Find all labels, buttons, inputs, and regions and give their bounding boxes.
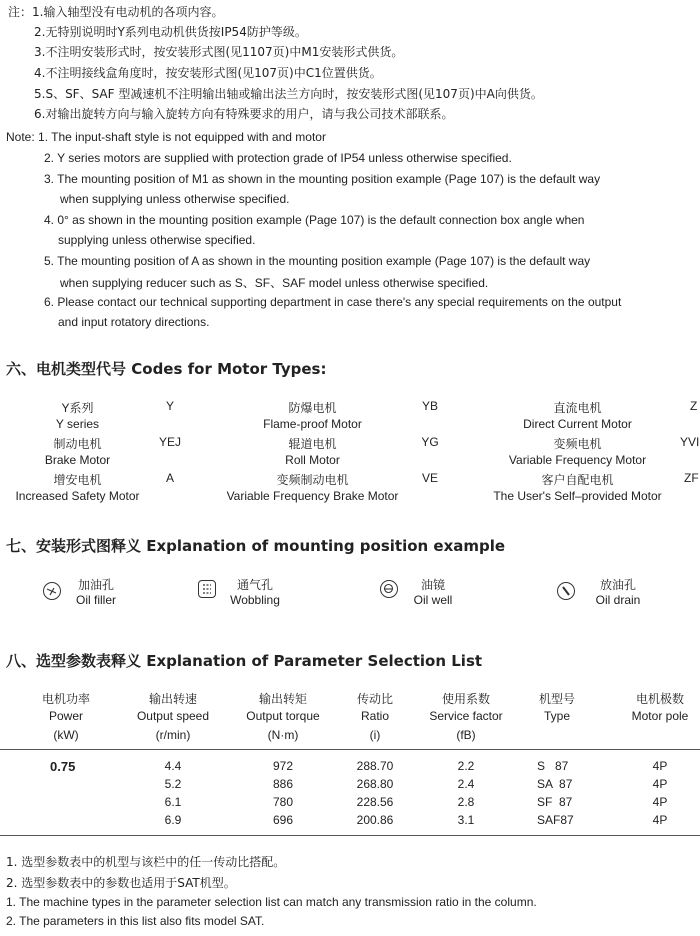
note-cn-4: 4.不注明接线盒角度时，按安装形式图(见107页)中C1位置供货。	[34, 66, 382, 80]
motor-en: Flame-proof Motor	[263, 417, 362, 431]
cell-ratio: 228.56	[356, 795, 394, 809]
oil-sight-glass-icon	[380, 580, 398, 598]
cell-pole: 4P	[652, 795, 668, 809]
motor-cn: 增安电机	[53, 473, 102, 487]
header-cn: 输出转速	[148, 692, 197, 706]
section-8-heading	[6, 650, 482, 671]
section-8-title-cn: 八、选型参数表释义	[6, 652, 142, 670]
breather-icon	[198, 580, 216, 598]
motor-cn: 防爆电机	[288, 401, 337, 415]
header-unit: (r/min)	[155, 728, 191, 742]
section-6-title-en: Codes for Motor Types:	[131, 360, 327, 378]
cell-type: S 87	[537, 759, 569, 773]
header-en: Motor pole	[631, 709, 689, 723]
motor-code: YVI	[680, 435, 700, 449]
motor-code: Z	[690, 399, 698, 413]
motor-cn: 变频电机	[553, 437, 602, 451]
legend-label-cn: 通气孔	[236, 578, 273, 592]
cell-pole: 4P	[652, 813, 668, 827]
cell-speed: 6.1	[164, 795, 182, 809]
motor-cn: 辊道电机	[288, 437, 337, 451]
cell-type: SA 87	[537, 777, 573, 791]
header-cn: 使用系数	[441, 692, 490, 706]
header-en: Power	[48, 709, 83, 723]
header-en: Ratio	[360, 709, 389, 723]
note-en-5b: when supplying reducer such as S、SF、SAF model unless otherwise specified.	[60, 276, 489, 290]
motor-code: YG	[421, 435, 439, 449]
motor-cn: 客户自配电机	[541, 473, 614, 487]
note-cn-1: 注：1.输入轴型没有电动机的各项内容。	[8, 5, 224, 19]
note-en-5a: 5. The mounting position of A as shown in the mounting position example (Page 107) is the default way	[44, 254, 591, 268]
note-en-3a: 3. The mounting position of M1 as shown in the mounting position example (Page 107) is the default way	[44, 172, 601, 186]
legend-label-en: Oil drain	[595, 593, 641, 607]
footnote-en-2: 2. The parameters in this list also fits model SAT.	[6, 914, 265, 928]
note-en-4b: supplying unless otherwise specified.	[58, 233, 256, 247]
cell-fb: 2.4	[457, 777, 475, 791]
motor-code: VE	[421, 471, 438, 485]
motor-en: Direct Current Motor	[523, 417, 632, 431]
footnote-cn-1: 1. 选型参数表中的机型与该栏中的任一传动比搭配。	[6, 855, 286, 869]
note-en-4a: 4. 0° as shown in the mounting position example (Page 107) is the default connection box angle when	[44, 213, 585, 227]
section-7-title-en: Explanation of mounting position example	[146, 537, 506, 555]
cell-ratio: 268.80	[356, 777, 394, 791]
note-cn-3: 3.不注明安装形式时，按安装形式图(见1107页)中M1安装形式供货。	[34, 45, 404, 59]
cell-ratio: 288.70	[356, 759, 394, 773]
header-cn: 机型号	[538, 692, 575, 706]
legend-label-en: Oil well	[413, 593, 453, 607]
cell-fb: 3.1	[457, 813, 475, 827]
cell-type: SAF87	[537, 813, 574, 827]
legend-label-cn: 放油孔	[599, 578, 636, 592]
cell-pole: 4P	[652, 759, 668, 773]
header-cn: 电机功率	[41, 692, 90, 706]
motor-cn: 变频制动电机	[276, 473, 349, 487]
header-unit: (fB)	[456, 728, 476, 742]
motor-en: The User's Self–provided Motor	[493, 489, 662, 503]
header-en: Output torque	[246, 709, 320, 723]
oil-drain-icon	[557, 582, 575, 600]
section-6-heading	[6, 358, 326, 379]
legend-label-cn: 油镜	[420, 578, 445, 592]
legend-label-cn: 加油孔	[77, 578, 114, 592]
motor-cn: 直流电机	[553, 401, 602, 415]
header-unit: (N·m)	[267, 728, 299, 742]
motor-en: Increased Safety Motor	[15, 489, 140, 503]
motor-code: Y	[165, 399, 174, 413]
header-unit: (kW)	[53, 728, 79, 742]
note-en-6b: and input rotatory directions.	[58, 315, 210, 329]
cell-fb: 2.8	[457, 795, 475, 809]
section-7-heading	[6, 535, 505, 556]
motor-code: YEJ	[158, 435, 181, 449]
cell-torque: 886	[272, 777, 294, 791]
note-en-6a: 6. Please contact our technical supporting department in case there's any special requirements on the output	[44, 295, 622, 309]
header-en: Output speed	[136, 709, 210, 723]
section-8-title-en: Explanation of Parameter Selection List	[146, 652, 483, 670]
cell-speed: 4.4	[164, 759, 182, 773]
header-cn: 输出转矩	[258, 692, 307, 706]
cell-type: SF 87	[537, 795, 573, 809]
power-value: 0.75	[50, 759, 76, 774]
section-6-title-cn: 六、电机类型代号	[6, 360, 127, 378]
header-cn: 传动比	[356, 692, 393, 706]
cell-ratio: 200.86	[356, 813, 394, 827]
cell-torque: 696	[272, 813, 294, 827]
note-cn-2: 2.无特别说明时Y系列电动机供货按IP54防护等级。	[34, 25, 307, 39]
cell-fb: 2.2	[457, 759, 475, 773]
legend-label-en: Oil filler	[75, 593, 116, 607]
motor-en: Variable Frequency Motor	[508, 453, 647, 467]
motor-cn: 制动电机	[53, 437, 102, 451]
oil-filler-icon	[43, 582, 61, 600]
cell-torque: 972	[272, 759, 294, 773]
cell-pole: 4P	[652, 777, 668, 791]
header-en: Type	[543, 709, 570, 723]
motor-en: Y series	[55, 417, 100, 431]
note-en-3b: when supplying unless otherwise specified.	[60, 192, 290, 206]
cell-speed: 5.2	[164, 777, 182, 791]
section-7-title-cn: 七、安装形式图释义	[6, 537, 142, 555]
header-unit: (i)	[369, 728, 381, 742]
motor-code: ZF	[684, 471, 699, 485]
note-en-2: 2. Y series motors are supplied with protection grade of IP54 unless otherwise specified.	[44, 151, 512, 165]
header-en: Service factor	[429, 709, 503, 723]
note-en-1: Note: 1. The input-shaft style is not equipped with and motor	[6, 130, 326, 144]
motor-code: YB	[421, 399, 438, 413]
header-cn: 电机极数	[635, 692, 684, 706]
motor-en: Brake Motor	[44, 453, 111, 467]
footnote-en-1: 1. The machine types in the parameter selection list can match any transmission ratio in the column.	[6, 895, 537, 909]
note-cn-6: 6.对输出旋转方向与输入旋转方向有特殊要求的用户，请与我公司技术部联系。	[34, 107, 454, 121]
legend-label-en: Wobbling	[230, 593, 280, 607]
table-divider	[0, 835, 700, 836]
table-divider	[0, 749, 700, 750]
note-cn-5: 5.S、SF、SAF 型减速机不注明输出轴或输出法兰方向时，按安装形式图(见107页)中A向供货。	[34, 87, 543, 101]
footnote-cn-2: 2. 选型参数表中的参数也适用于SAT机型。	[6, 876, 236, 890]
motor-cn: Y系列	[61, 401, 94, 415]
cell-speed: 6.9	[164, 813, 182, 827]
motor-code: A	[165, 471, 174, 485]
motor-en: Variable Frequency Brake Motor	[226, 489, 399, 503]
cell-torque: 780	[272, 795, 294, 809]
motor-en: Roll Motor	[285, 453, 340, 467]
